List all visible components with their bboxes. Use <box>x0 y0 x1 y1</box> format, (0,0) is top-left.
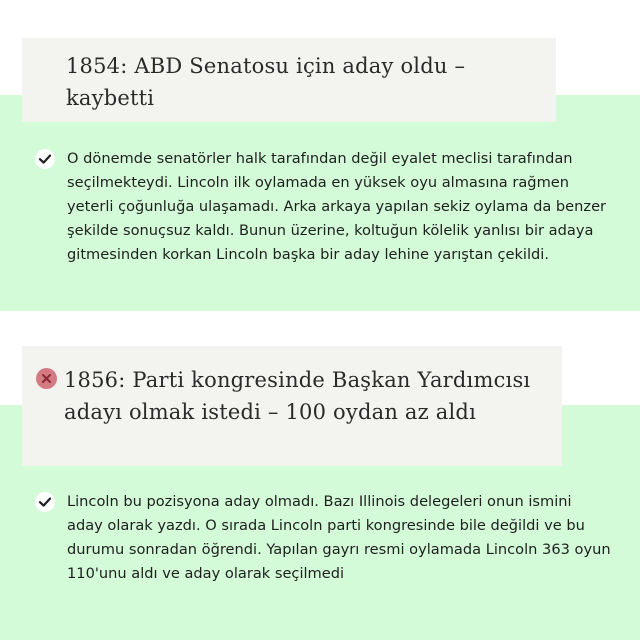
section-1-title: 1854: ABD Senatosu için aday oldu – kaybetti <box>66 54 466 110</box>
check-icon <box>35 492 55 512</box>
x-circle-icon <box>36 368 57 389</box>
section-1-body: O dönemde senatörler halk tarafından değil eyalet meclisi tarafından seçilmekteydi. Lincoln ilk oylamada en yüksek oyu almasına rağmen yeterli çoğunluğa ulaşamadı. Arka arkaya yapılan sekiz oylama da benzer şekilde sonuçsuz kaldı. Bunun üzerine, koltuğun kölelik yanlısı bir adaya gitmesinden korkan Lincoln başka bir aday lehine yarıştan çekildi. <box>67 150 607 263</box>
section-1-title-card <box>22 38 556 122</box>
check-icon <box>35 149 55 169</box>
section-2-title-card <box>22 346 562 466</box>
section-2-body: Lincoln bu pozisyona aday olmadı. Bazı Illinois delegeleri onun ismini aday olarak yazdı. O sırada Lincoln parti kongresinde bile değildi ve bu durumu sonradan öğrendi. Yapılan gayrı resmi oylamada Lincoln 363 oyun 110'unu aldı ve aday olarak seçilmedi <box>67 493 611 582</box>
section-2-title: 1856: Parti kongresinde Başkan Yardımcısı adayı olmak istedi – 100 oydan az aldı <box>64 368 531 424</box>
